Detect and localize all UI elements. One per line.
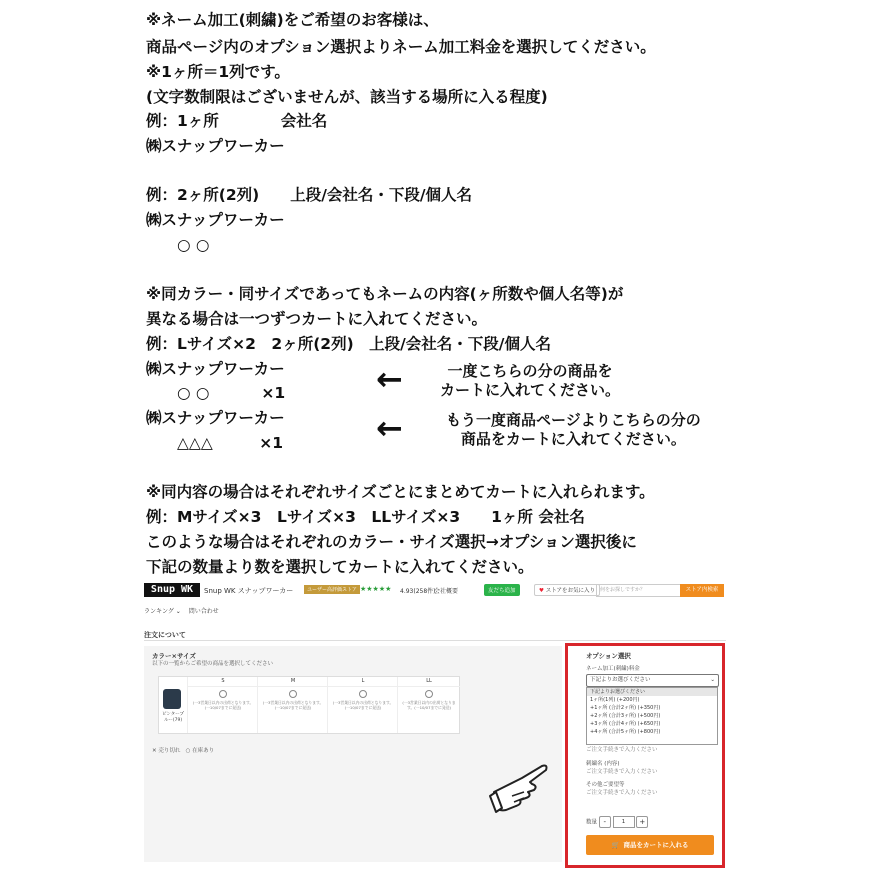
company-link[interactable]: 会社概要 xyxy=(434,588,459,595)
instruction-line: ※同カラー・同サイズであってもネームの内容(ヶ所数や個人名等)が xyxy=(146,285,624,303)
product-thumbnail xyxy=(163,689,181,709)
instruction-line: 例：2ヶ所(2列) 上段/会社名・下段/個人名 xyxy=(146,186,473,204)
instruction-line: ○ ○ ×1 xyxy=(146,384,286,402)
pointing-hand-icon xyxy=(488,756,552,816)
size-note: (一3営業日以内の出荷となります。(一10/07までに発送) xyxy=(262,700,324,710)
note-second-cart: もう一度商品ページよりこちらの分の 商品をカートに入れてください。 xyxy=(446,411,701,448)
size-radio[interactable] xyxy=(289,690,297,698)
instruction-line: ○ ○ xyxy=(146,236,210,254)
nav-ranking[interactable]: ランキング ⌄ xyxy=(144,608,181,615)
instruction-line: このような場合はそれぞれのカラー・サイズ選択→オプション選択後に xyxy=(146,533,637,551)
size-option[interactable] xyxy=(397,677,460,733)
size-label: M xyxy=(258,677,328,687)
instruction-line: ※ネーム加工(刺繍)をご希望のお客様は、 xyxy=(146,11,439,29)
instruction-line: 下記の数量より数を選択してカートに入れてください。 xyxy=(146,558,534,576)
embroidery-hint: ご注文手続きで入力ください xyxy=(586,769,658,775)
embroidery-label: 刺繍名 (内容) xyxy=(586,761,620,767)
add-to-cart-label: 商品をカートに入れる xyxy=(623,841,689,849)
size-radio[interactable] xyxy=(359,690,367,698)
store-search-input[interactable]: 何をお探しですか？ xyxy=(596,584,683,597)
instruction-line: 商品ページ内のオプション選択よりネーム加工料金を選択してください。 xyxy=(146,38,656,56)
size-note: (一3営業日以内の出荷となります。(一10/07までに発送) xyxy=(402,700,456,710)
quantity-input[interactable]: 1 xyxy=(613,816,635,828)
instruction-line: ㈱スナップワーカー xyxy=(146,137,285,155)
color-size-panel xyxy=(144,646,562,862)
other-request-hint: ご注文手続きで入力ください xyxy=(586,790,658,796)
quantity-minus-button[interactable]: - xyxy=(599,816,611,828)
instruction-line: △△△ ×1 xyxy=(146,434,284,452)
color-size-title: カラー×サイズ xyxy=(152,652,196,660)
rating-stars-icon: ★★★★★ xyxy=(360,585,392,593)
cart-icon: 🛒 xyxy=(611,841,620,849)
quantity-plus-button[interactable]: + xyxy=(636,816,648,828)
option-highlight-box xyxy=(565,643,725,868)
dropdown-option[interactable]: +3ヶ所 (合計4ヶ所) (+650円) xyxy=(590,721,661,727)
legend-soldout: ✕ 売り切れ xyxy=(152,748,181,754)
instruction-line: ※1ヶ所＝1列です。 xyxy=(146,63,290,81)
size-radio[interactable] xyxy=(219,690,227,698)
name-option-label: ネーム加工(刺繍)料金 xyxy=(586,666,640,672)
instruction-line: (文字数制限はございませんが、該当する場所に入る程度) xyxy=(146,88,548,106)
other-request-label: その他ご要望等 xyxy=(586,782,625,788)
divider xyxy=(144,640,726,641)
color-name: ピンタープルー(79) xyxy=(161,712,185,723)
dropdown-option[interactable]: 1ヶ所(1列) (+200円) xyxy=(590,697,640,703)
size-option[interactable] xyxy=(327,677,398,733)
size-note: (一3営業日以内の出荷となります。(一10/07までに発送) xyxy=(192,700,254,710)
instruction-line: 例：1ヶ所 会社名 xyxy=(146,112,328,130)
size-option[interactable] xyxy=(187,677,258,733)
chevron-down-icon: ⌄ xyxy=(710,677,715,683)
instruction-line: 例：Lサイズ×2 2ヶ所(2列) 上段/会社名・下段/個人名 xyxy=(146,335,551,353)
quantity-label: 数量 xyxy=(586,819,598,826)
size-label: L xyxy=(328,677,398,687)
left-arrow-icon: ← xyxy=(376,409,403,447)
color-size-grid xyxy=(158,676,460,734)
size-note: (一3営業日以内の出荷となります。(一10/07までに発送) xyxy=(332,700,394,710)
instruction-line: 異なる場合は一つずつカートに入れてください。 xyxy=(146,310,488,328)
select-value: 下記よりお選びください xyxy=(590,677,651,683)
store-logo[interactable]: Snup WK xyxy=(144,583,200,597)
favorite-store-button[interactable]: ♥ ストアをお気に入り xyxy=(534,584,600,596)
option-title: オプション選択 xyxy=(586,652,631,660)
size-radio[interactable] xyxy=(425,690,433,698)
instruction-line: 例：Mサイズ×3 Lサイズ×3 LLサイズ×3 1ヶ所 会社名 xyxy=(146,508,585,526)
size-option[interactable] xyxy=(257,677,328,733)
dropdown-option[interactable]: 下記よりお選びください xyxy=(587,688,717,696)
order-section-title: 注文について xyxy=(144,631,186,639)
instruction-line: ㈱スナップワーカー xyxy=(146,360,285,378)
legend-instock: ○ 在庫あり xyxy=(185,748,215,754)
store-nav xyxy=(144,606,225,615)
heart-icon: ♥ xyxy=(539,588,544,594)
instruction-line: ※同内容の場合はそれぞれサイズごとにまとめてカートに入れられます。 xyxy=(146,483,655,501)
store-name[interactable]: Snup WK スナップワーカー xyxy=(204,587,294,595)
left-arrow-icon: ← xyxy=(376,360,403,398)
instruction-line: ㈱スナップワーカー xyxy=(146,409,285,427)
instruction-line: ㈱スナップワーカー xyxy=(146,211,285,229)
note-hint: ご注文手続きで入力ください xyxy=(586,747,658,753)
dropdown-option[interactable]: +1ヶ所 (合計2ヶ所) (+350円) xyxy=(590,705,661,711)
color-size-subtitle: 以下の一覧からご希望の商品を選択してください xyxy=(152,661,274,667)
size-label: LL xyxy=(398,677,460,687)
store-badge: ユーザー高評価ストア xyxy=(304,585,360,594)
rating-value: 4.93(258件) xyxy=(400,588,436,595)
dropdown-option[interactable]: +4ヶ所 (合計5ヶ所) (+800円) xyxy=(590,729,661,735)
stock-legend xyxy=(152,746,214,754)
store-header xyxy=(144,583,726,599)
add-friend-button[interactable]: 友だち追加 xyxy=(484,584,520,596)
note-first-cart: 一度こちらの分の商品を カートに入れてください。 xyxy=(440,362,621,399)
dropdown-option[interactable]: +2ヶ所 (合計3ヶ所) (+500円) xyxy=(590,713,661,719)
nav-inquiry[interactable]: 問い合わせ xyxy=(188,608,219,615)
size-label: S xyxy=(188,677,258,687)
store-search-button[interactable]: ストア内検索 xyxy=(680,584,724,597)
